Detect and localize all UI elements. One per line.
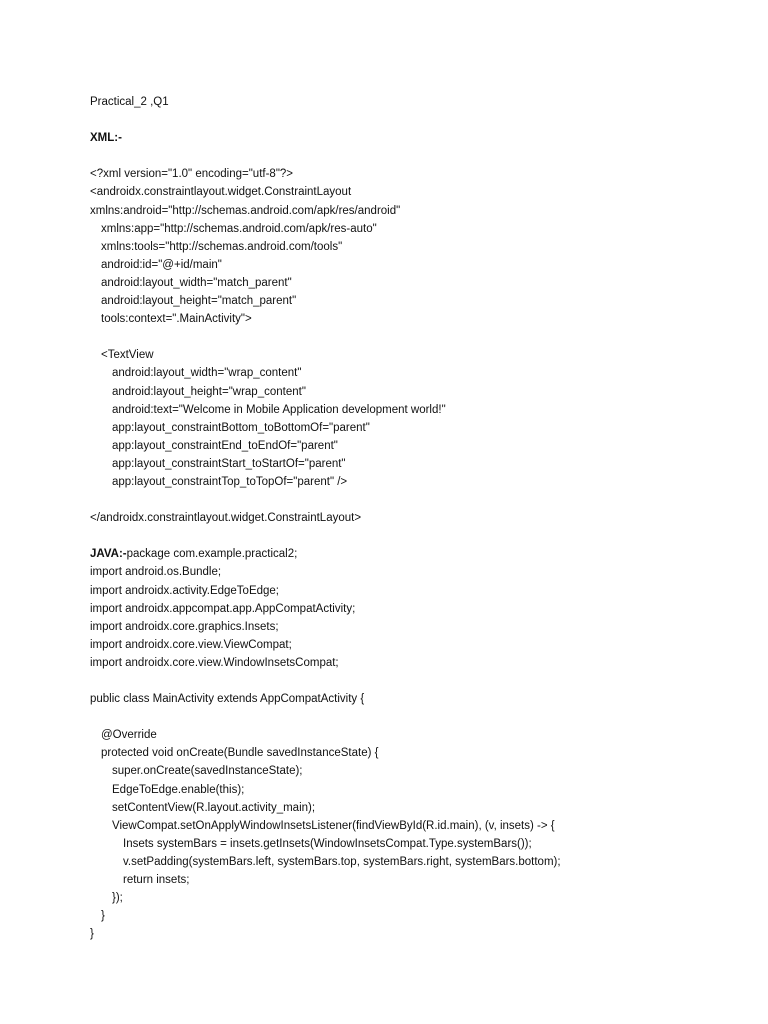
java-line: v.setPadding(systemBars.left, systemBars.top, systemBars.right, systemBars.bottom); bbox=[123, 855, 561, 868]
xml-heading: XML:- bbox=[90, 132, 122, 145]
xml-line: <?xml version="1.0" encoding="utf-8"?> bbox=[90, 168, 294, 181]
java-line: import androidx.core.graphics.Insets; bbox=[90, 620, 279, 633]
java-line: super.onCreate(savedInstanceState); bbox=[112, 765, 303, 778]
java-line: package com.example.practical2; bbox=[126, 548, 298, 561]
java-line: import android.os.Bundle; bbox=[90, 566, 222, 579]
xml-line: android:text="Welcome in Mobile Application development world!" bbox=[112, 403, 446, 416]
xml-line: app:layout_constraintEnd_toEndOf="parent" bbox=[112, 439, 338, 452]
java-line: } bbox=[90, 928, 94, 941]
java-line: } bbox=[101, 910, 105, 923]
java-line: import androidx.core.view.ViewCompat; bbox=[90, 638, 292, 651]
xml-line: <TextView bbox=[101, 349, 154, 362]
xml-line: app:layout_constraintBottom_toBottomOf="parent" bbox=[112, 421, 370, 434]
java-line: EdgeToEdge.enable(this); bbox=[112, 783, 245, 796]
java-line: setContentView(R.layout.activity_main); bbox=[112, 801, 316, 814]
java-line: }); bbox=[112, 892, 123, 905]
xml-line: android:layout_height="wrap_content" bbox=[112, 385, 306, 398]
xml-line: android:layout_width="match_parent" bbox=[101, 276, 292, 289]
java-first-line bbox=[90, 545, 768, 563]
xml-line: app:layout_constraintStart_toStartOf="parent" bbox=[112, 457, 346, 470]
xml-line: android:layout_width="wrap_content" bbox=[112, 367, 302, 380]
xml-line: <androidx.constraintlayout.widget.ConstraintLayout bbox=[90, 186, 352, 199]
xml-line: android:layout_height="match_parent" bbox=[101, 295, 297, 308]
doc-title: Practical_2 ,Q1 bbox=[90, 96, 169, 108]
java-line: Insets systemBars = insets.getInsets(WindowInsetsCompat.Type.systemBars()); bbox=[123, 837, 532, 850]
java-line: return insets; bbox=[123, 874, 190, 887]
java-line: import androidx.activity.EdgeToEdge; bbox=[90, 584, 279, 597]
java-line: @Override bbox=[101, 729, 157, 742]
java-line: import androidx.core.view.WindowInsetsCompat; bbox=[90, 656, 339, 669]
xml-line: xmlns:tools="http://schemas.android.com/tools" bbox=[101, 240, 343, 253]
xml-line: tools:context=".MainActivity"> bbox=[101, 313, 252, 326]
xml-line: app:layout_constraintTop_toTopOf="parent" /> bbox=[112, 475, 348, 488]
xml-line: android:id="@+id/main" bbox=[101, 258, 222, 271]
java-line: ViewCompat.setOnApplyWindowInsetsListener(findViewById(R.id.main), (v, insets) -> { bbox=[112, 819, 555, 832]
java-line: protected void onCreate(Bundle savedInstanceState) { bbox=[101, 747, 379, 760]
xml-line: </androidx.constraintlayout.widget.ConstraintLayout> bbox=[90, 512, 362, 525]
xml-line: xmlns:android="http://schemas.android.com/apk/res/android" bbox=[90, 204, 401, 217]
java-heading: JAVA:- bbox=[90, 548, 127, 561]
java-line: public class MainActivity extends AppCompatActivity { bbox=[90, 693, 365, 706]
xml-line: xmlns:app="http://schemas.android.com/apk/res-auto" bbox=[101, 222, 377, 235]
java-line: import androidx.appcompat.app.AppCompatActivity; bbox=[90, 602, 356, 615]
